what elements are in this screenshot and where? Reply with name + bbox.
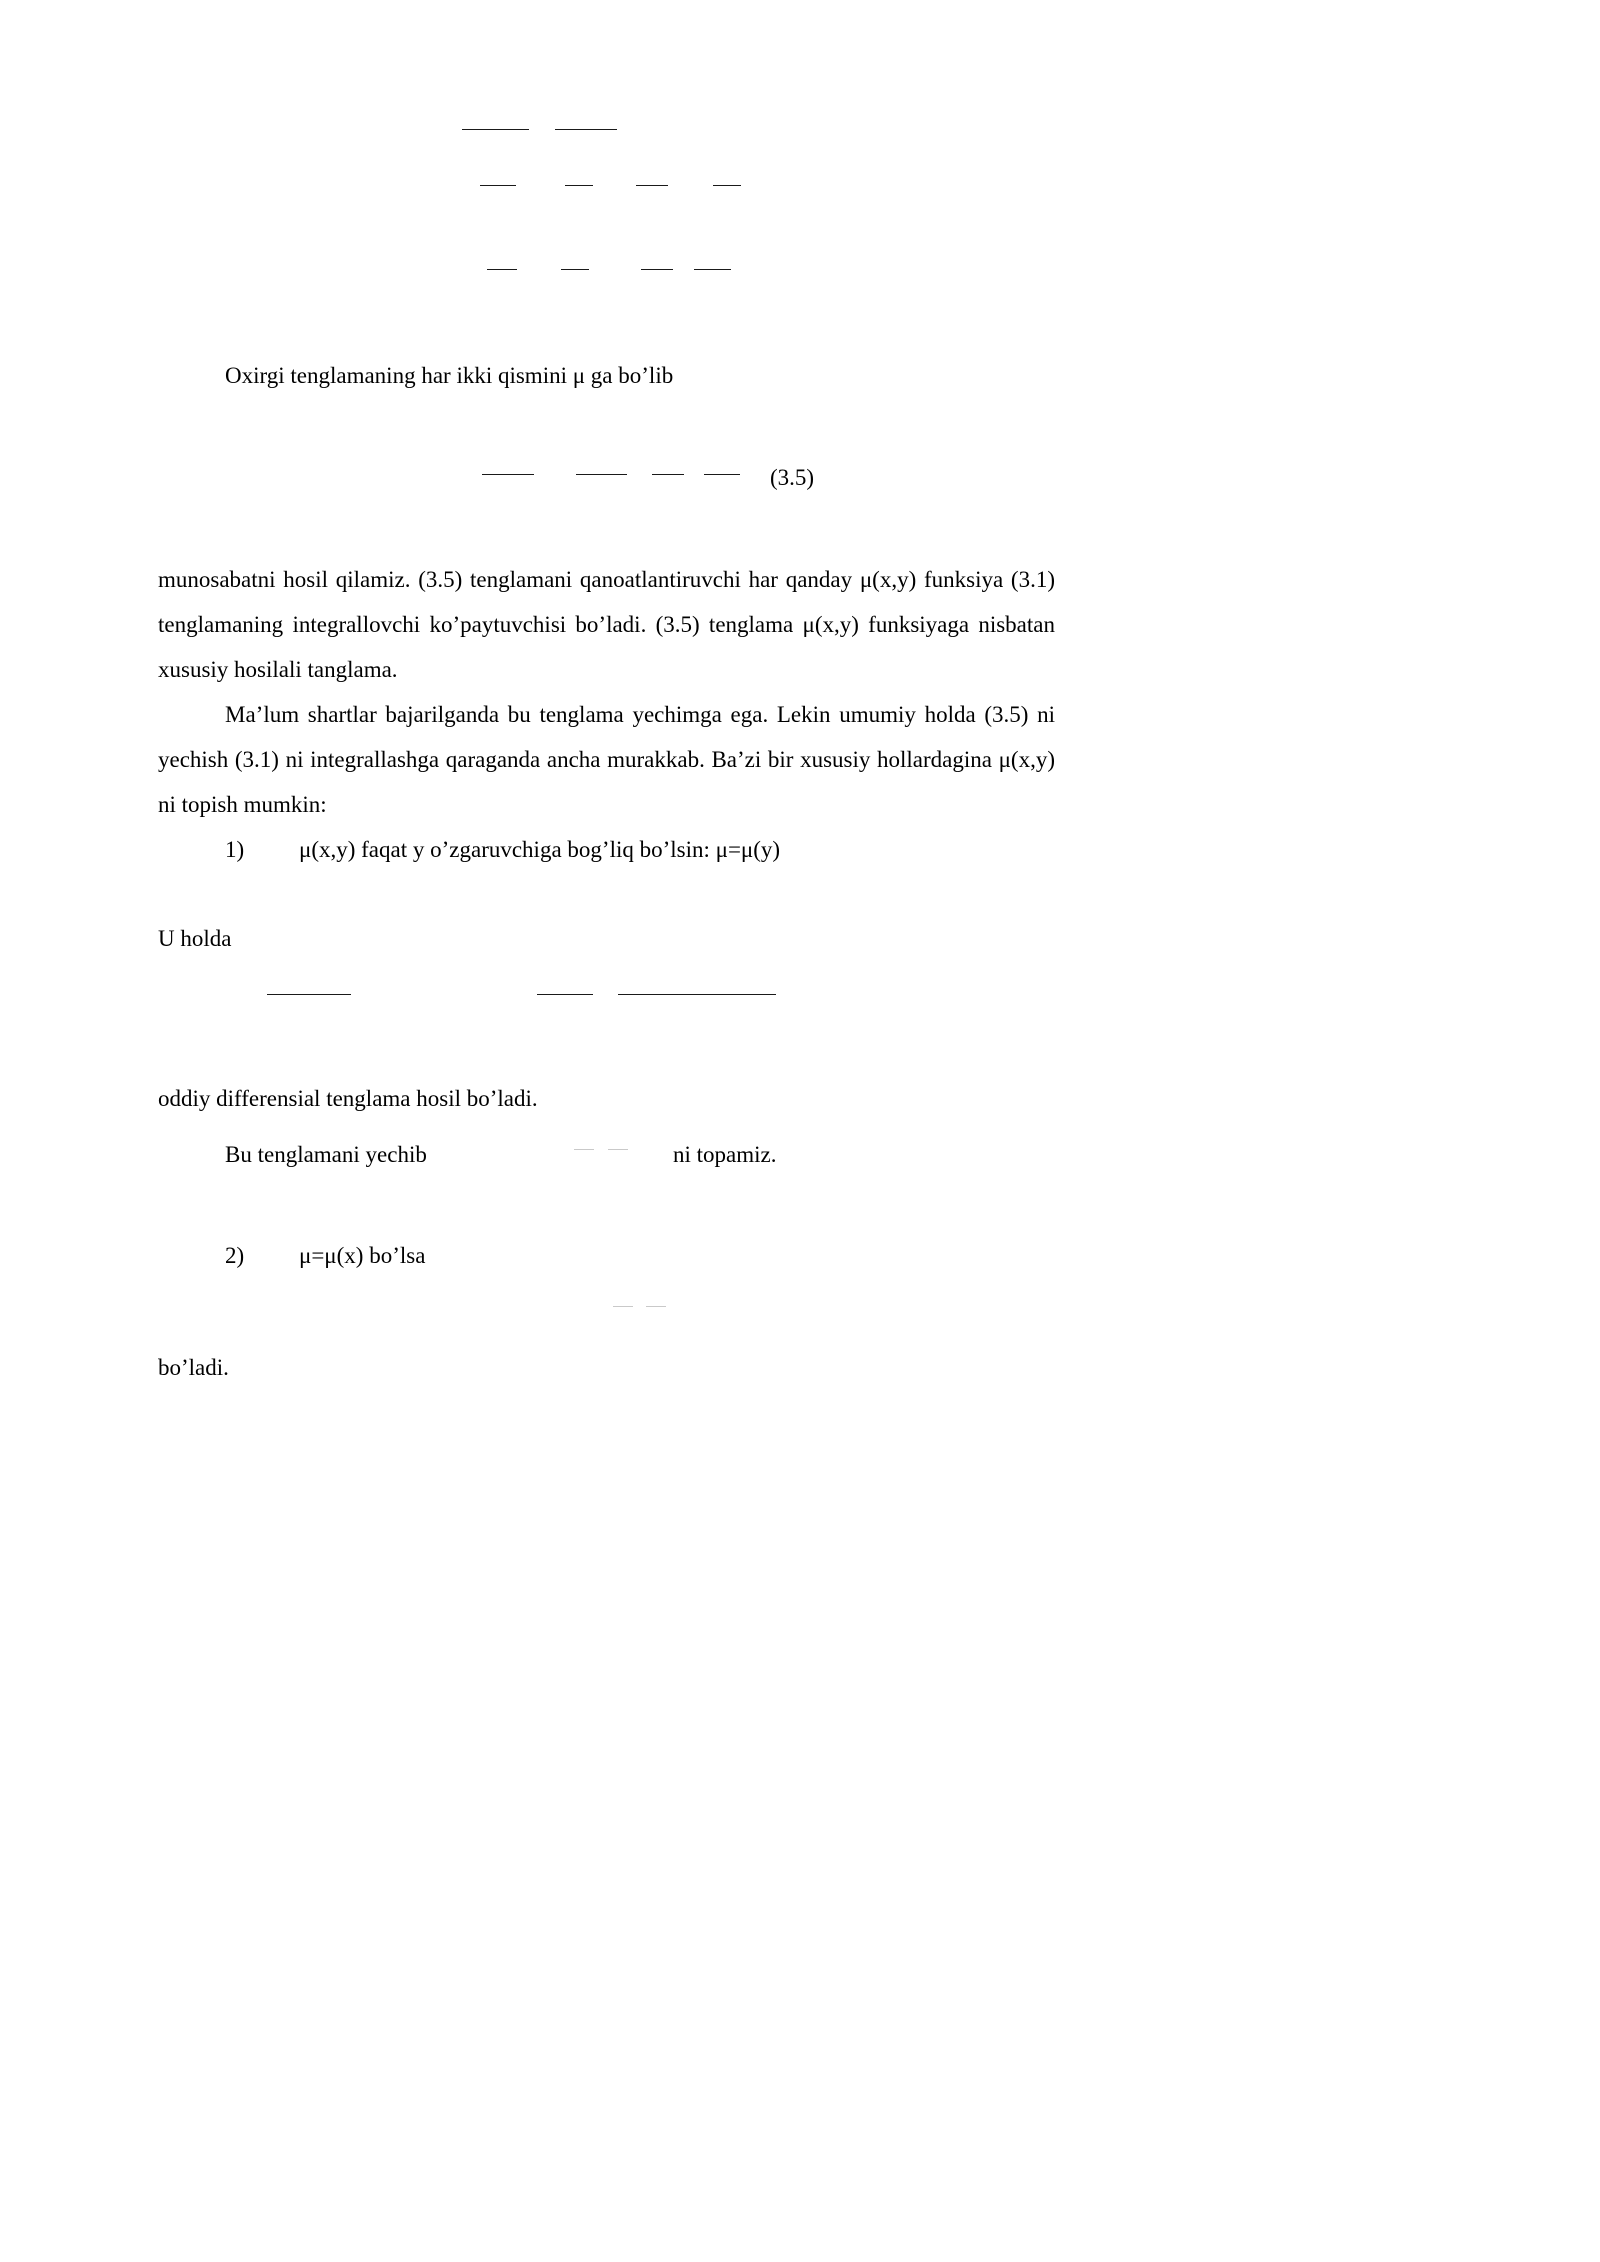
case-2-number: 2)	[225, 1243, 245, 1268]
fraction-bar	[267, 994, 351, 995]
fraction-bar	[574, 1149, 594, 1150]
fraction-bar	[636, 185, 668, 186]
fraction-bar	[646, 1306, 666, 1307]
paragraph-1: munosabatni hosil qilamiz. (3.5) tenglamani qanoatlantiruvchi har qanday μ(x,y) funksiya (3.1) tenglamaning integrallovchi ko’paytuvchisi bo’ladi. (3.5) tenglama μ(x,y) funksiyaga nisbatan xususiy hosilali tanglama.	[158, 567, 1055, 682]
fraction-bar	[576, 474, 627, 475]
equation-number: (3.5)	[770, 465, 815, 490]
fraction-bar	[480, 185, 516, 186]
fraction-bar	[608, 1149, 628, 1150]
fraction-bar	[482, 474, 534, 475]
fraction-bar	[565, 185, 593, 186]
final-sentence: bo’ladi.	[158, 1355, 229, 1380]
u-holda-text: U holda	[158, 926, 232, 951]
fraction-bar	[561, 269, 589, 270]
case-1-text: μ(x,y) faqat y o’zgaruvchiga bog’liq bo’lsin: μ=μ(y)	[299, 837, 781, 862]
body-text	[158, 557, 1055, 827]
fraction-bar	[537, 994, 593, 995]
fraction-bar	[555, 129, 617, 130]
fraction-bar	[487, 269, 517, 270]
paragraph-2: Ma’lum shartlar bajarilganda bu tenglama yechimga ega. Lekin umumiy holda (3.5) ni yechish (3.1) ni integrallashga qaraganda ancha murakkab. Ba’zi bir xususiy hollardagina μ(x,y) ni topish mumkin:	[158, 702, 1055, 817]
fraction-bar	[694, 269, 731, 270]
case-1-number: 1)	[225, 837, 245, 862]
solve-sentence-start: Bu tenglamani yechib	[225, 1142, 427, 1167]
solve-sentence-end: ni topamiz.	[673, 1142, 777, 1167]
intro-sentence: Oxirgi tenglamaning har ikki qismini μ ga bo’lib	[225, 363, 674, 388]
fraction-bar	[641, 269, 673, 270]
fraction-bar	[704, 474, 740, 475]
case-2-text: μ=μ(x) bo’lsa	[299, 1243, 426, 1268]
fraction-bar	[462, 129, 529, 130]
fraction-bar	[618, 994, 776, 995]
fraction-bar	[652, 474, 684, 475]
ode-sentence: oddiy differensial tenglama hosil bo’ladi.	[158, 1086, 538, 1111]
document-page	[0, 0, 1100, 1556]
fraction-bar	[613, 1306, 633, 1307]
fraction-bar	[713, 185, 741, 186]
